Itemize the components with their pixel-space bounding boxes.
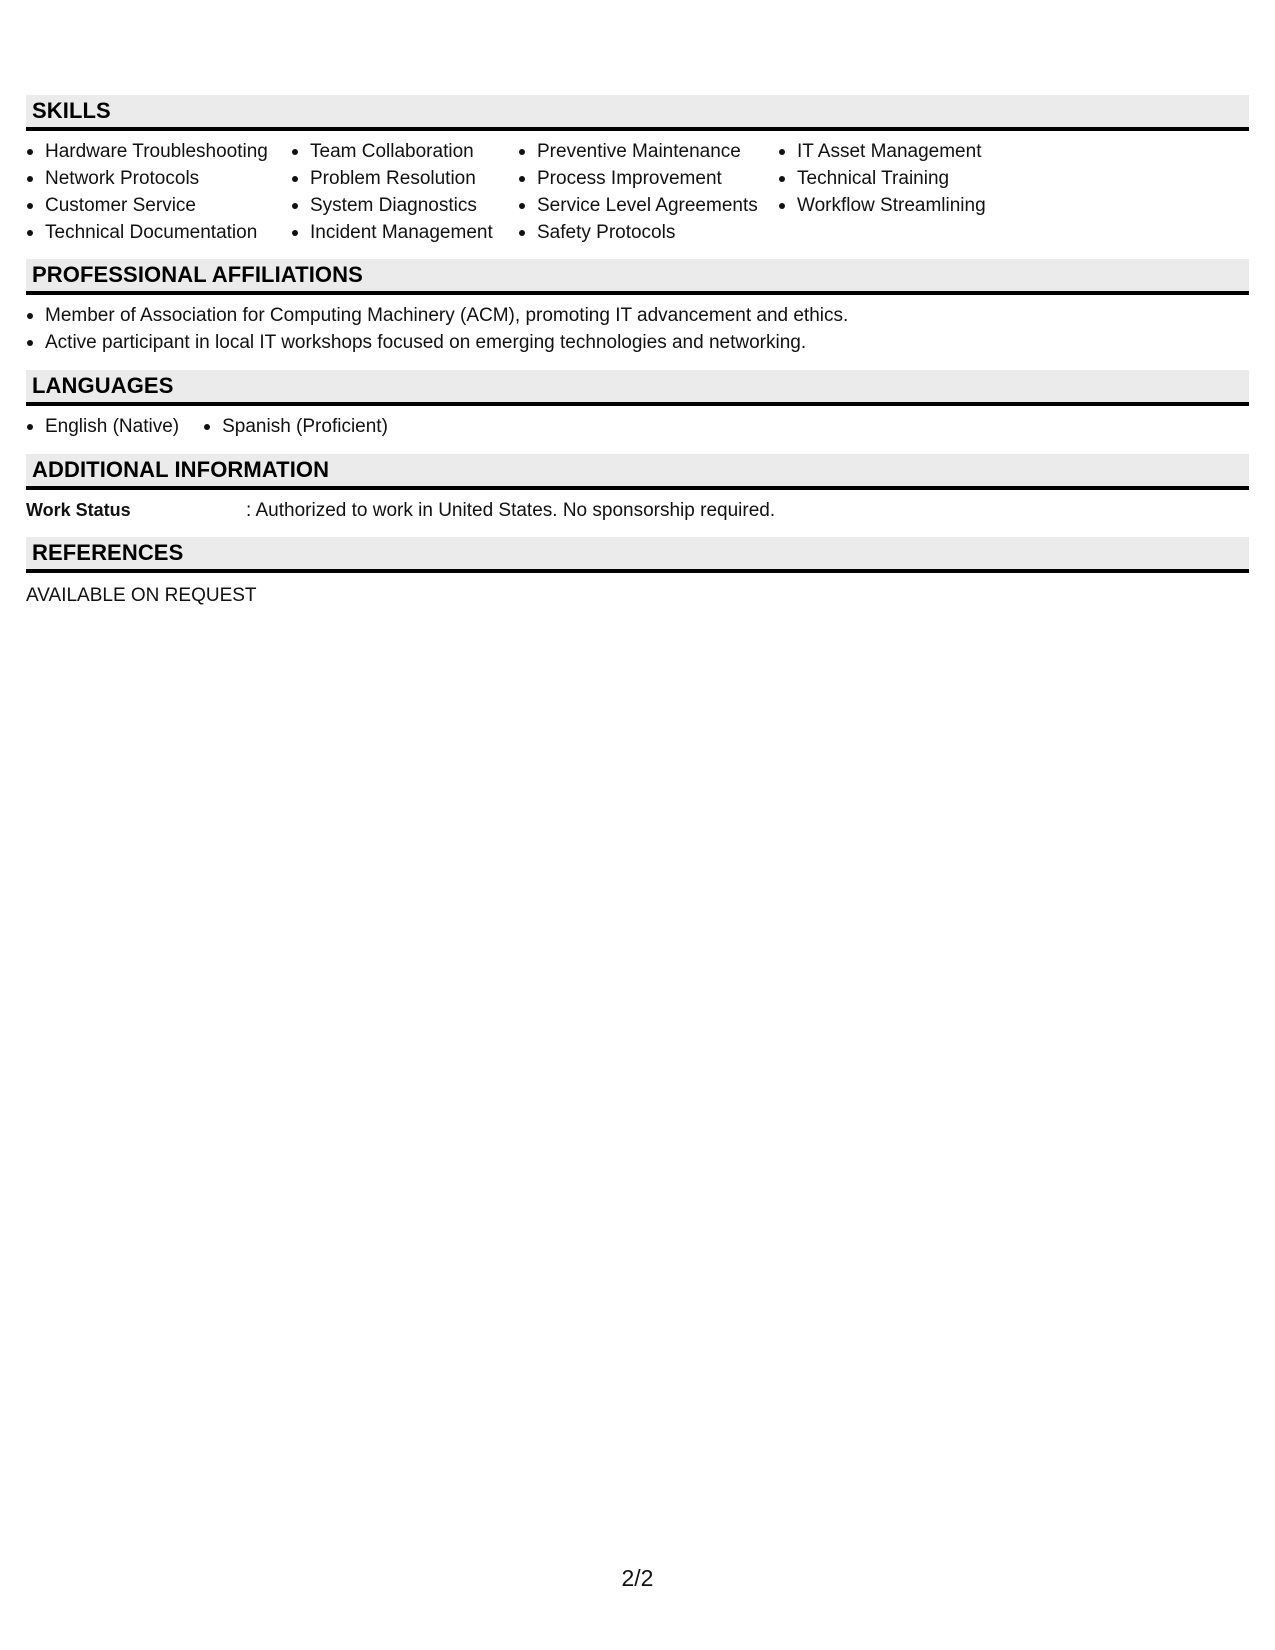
work-status-value: : Authorized to work in United States. No sponsorship required.	[246, 500, 776, 521]
skill-item: IT Asset Management	[778, 138, 1018, 165]
skills-list	[26, 138, 1249, 246]
skill-item: Team Collaboration	[291, 138, 518, 165]
references-heading: REFERENCES	[26, 537, 1249, 573]
languages-heading: LANGUAGES	[26, 370, 1249, 406]
skills-column	[518, 138, 778, 246]
skill-item: Problem Resolution	[291, 165, 518, 192]
skill-item: Service Level Agreements	[518, 192, 778, 219]
skills-heading: SKILLS	[26, 95, 1249, 131]
language-item: Spanish (Proficient)	[203, 413, 388, 440]
skill-item: Technical Training	[778, 165, 1018, 192]
work-status-row	[26, 497, 1249, 524]
affiliations-heading: PROFESSIONAL AFFILIATIONS	[26, 259, 1249, 295]
skills-column	[291, 138, 518, 246]
skills-column	[26, 138, 291, 246]
affiliation-item: Active participant in local IT workshops focused on emerging technologies and networking.	[26, 329, 1249, 356]
affiliation-item: Member of Association for Computing Machinery (ACM), promoting IT advancement and ethics.	[26, 302, 1249, 329]
skill-item: Preventive Maintenance	[518, 138, 778, 165]
resume-page	[26, 95, 1249, 609]
page-number: 2/2	[621, 1565, 654, 1591]
skills-column	[778, 138, 1018, 246]
skill-item: Customer Service	[26, 192, 291, 219]
references-text: AVAILABLE ON REQUEST	[26, 585, 257, 606]
language-item: English (Native)	[26, 413, 179, 440]
additional-info-heading: ADDITIONAL INFORMATION	[26, 454, 1249, 490]
skill-item: Process Improvement	[518, 165, 778, 192]
skill-item: Network Protocols	[26, 165, 291, 192]
skill-item: System Diagnostics	[291, 192, 518, 219]
skill-item: Incident Management	[291, 219, 518, 246]
languages-list	[26, 413, 1249, 440]
skill-item: Technical Documentation	[26, 219, 291, 246]
affiliations-list	[26, 302, 1249, 356]
work-status-label: Work Status	[26, 500, 131, 520]
skill-item: Hardware Troubleshooting	[26, 138, 291, 165]
skill-item: Workflow Streamlining	[778, 192, 1018, 219]
skill-item: Safety Protocols	[518, 219, 778, 246]
